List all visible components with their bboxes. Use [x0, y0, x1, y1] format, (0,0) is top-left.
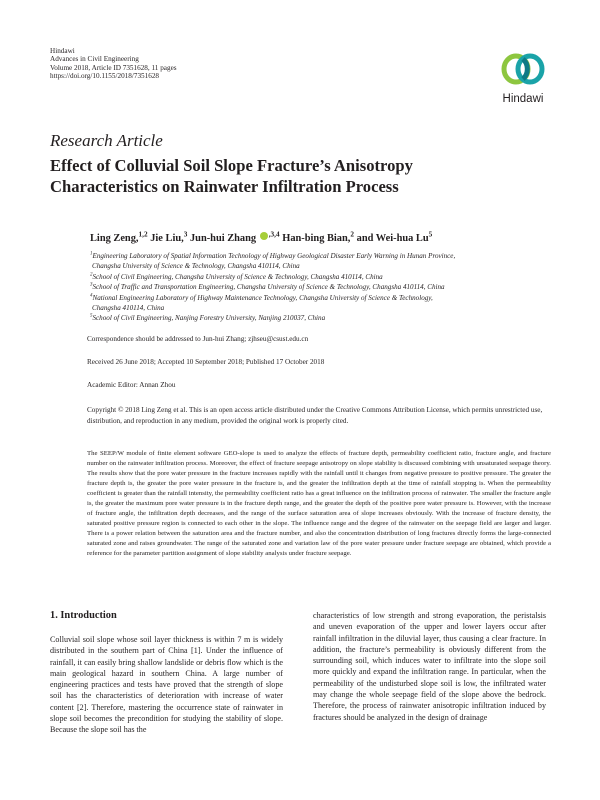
article-type: Research Article — [50, 131, 163, 150]
author-name: Jun-hui Zhang — [189, 233, 257, 244]
author-name: Ling Zeng, — [90, 233, 139, 244]
journal-name: Advances in Civil Engineering — [50, 55, 139, 64]
hindawi-logo-icon — [497, 49, 549, 93]
affiliation-number: 5 — [90, 314, 93, 320]
title-line: Effect of Colluvial Soil Slope Fracture’s Anisotropy — [50, 156, 413, 175]
affiliation-number: 2 — [90, 272, 93, 278]
paper-title — [50, 155, 550, 197]
affiliation-text: School of Civil Engineering, Changsha University of Science & Technology, Changsha 410114, China — [92, 272, 383, 281]
author-affil-sup: ,3,4 — [268, 230, 280, 239]
affiliation — [87, 313, 557, 323]
author-affil-sup: 1,2 — [138, 230, 148, 239]
affiliation-text: Changsha 410114, China — [92, 304, 165, 313]
author-name: Jie Liu, — [150, 233, 184, 244]
affiliation — [87, 272, 557, 282]
volume-line: Volume 2018, Article ID 7351628, 11 pages — [50, 63, 177, 72]
affiliation-number: 4 — [90, 293, 93, 299]
intro-right-column: characteristics of low strength and strong evaporation, the peristalsis and uneven evaporation of the upper and lower layers occur after rainfall infiltration in the diluvial layer, thus causing a clear fracture. In addition, the fracture’s permeability is obviously different from the surrounding soil, which induces water to infiltrate into the slope soil more quickly and expand the infiltration range. In particular, when the permeability of the undisturbed slope soil is low, the infiltrated water may change the whole seepage field of the slope above the bedrock. Therefore, the process of rainwater anisotropic infiltration induced by fractures should be analyzed in the design of drainage — [313, 611, 546, 722]
affiliation-number: 1 — [90, 251, 93, 257]
affiliation-number: 3 — [90, 282, 93, 288]
author-list — [90, 232, 432, 244]
intro-left-column: Colluvial soil slope whose soil layer thickness is within 7 m is widely distributed in the southern part of China [1]. Under the influence of rainfall, it can easily bring shallow landslide or debris flow which is the main geological hazard in southern China. A large number of engineering practices and tests have proved that the strength of slope soil has the characteristics of deterioration with increase of water content [2]. Therefore, mastering the occurrence state of rainwater in slope soil becomes the precondition for studying the stability of slope. Because the slope soil has the — [50, 635, 283, 735]
affiliations — [87, 251, 557, 324]
author-affil-sup: 5 — [428, 230, 433, 239]
author-name: Han-bing Bian, — [282, 233, 351, 244]
affiliation-text: School of Civil Engineering, Nanjing Forestry University, Nanjing 210037, China — [92, 314, 326, 323]
correspondence: Correspondence should be addressed to Jun-hui Zhang; zjhseu@csust.edu.cn — [87, 335, 309, 343]
affiliation-text: Engineering Laboratory of Spatial Information Technology of Highway Geological Disaster Early Warning in Hunan Province, — [92, 252, 456, 260]
affiliation-text: National Engineering Laboratory of Highway Maintenance Technology, Changsha University of Science & Technology, — [92, 293, 433, 302]
hindawi-logo — [497, 49, 549, 111]
academic-editor: Academic Editor: Annan Zhou — [87, 381, 176, 389]
author-name: and Wei-hua Lu — [356, 233, 429, 244]
title-line: Characteristics on Rainwater Infiltration Process — [50, 177, 399, 196]
affiliation — [87, 251, 557, 272]
publisher-name: Hindawi — [50, 47, 75, 55]
journal-header — [50, 47, 177, 80]
abstract: The SEEP/W module of finite element software GEO-slope is used to analyze the effects of fracture depth, permeability coefficient ratio, fracture angle, and fracture number on the rainwater infiltration process. Moreover, the effect of fracture seepage anisotropy on slope stability is discussed combining with unsaturated seepage theory. The results show that the pore water pressure in the fracture increases rapidly with the rainfall until it changes from negative pressure to positive pressure. The greater the fracture depth is, the greater the pore water pressure in the fracture is, and the greater the infiltration depth at the time of rainfall stopping is. When the permeability coefficient is greater than the rainfall intensity, the permeability coefficient ratio has a great influence on the infiltration process of rainwater. The smaller the fracture angle is, the greater the maximum pore water pressure is in the fracture depth range, and the greater the depth of the positive pore water pressure is. However, with the increase of fracture angle, the infiltration depth decreases, and the range of the surface saturation area of slope increases obviously. With the increase of fracture density, the saturated positive pressure region is connected to each other in the slope. The influence range and the degree of the rainwater on the seepage field are larger and larger. There is a power relation between the saturation area and the fracture number, and also the concentration distribution of long fractures directly forms the large-connected saturated zone and raises groundwater. The range of the saturated zone and variation law of the pore water pressure under fracture seepage are obtained, which provide a reference for the parameter partition assignment of slope stability analysis under fracture seepage. — [87, 450, 551, 558]
author-affil-sup: 3 — [183, 230, 188, 239]
section-heading: 1. Introduction — [50, 610, 117, 621]
affiliation-text: School of Traffic and Transportation Engineering, Changsha University of Science & Technology, Changsha 410114, China — [92, 283, 445, 292]
publication-dates: Received 26 June 2018; Accepted 10 September 2018; Published 17 October 2018 — [87, 358, 325, 366]
affiliation — [87, 282, 557, 292]
copyright-notice: Copyright © 2018 Ling Zeng et al. This is an open access article distributed under the Creative Commons Attribution License, which permits unrestricted use, distribution, and reproduction in any medium, provided the original work is properly cited. — [87, 406, 543, 425]
hindawi-logo-text: Hindawi — [502, 93, 544, 105]
doi-link[interactable]: https://doi.org/10.1155/2018/7351628 — [50, 71, 160, 80]
affiliation-text: Changsha University of Science & Technology, Changsha 410114, China — [92, 262, 300, 271]
affiliation — [87, 293, 557, 314]
author-affil-sup: 2 — [350, 230, 355, 239]
orcid-icon[interactable] — [260, 232, 268, 240]
